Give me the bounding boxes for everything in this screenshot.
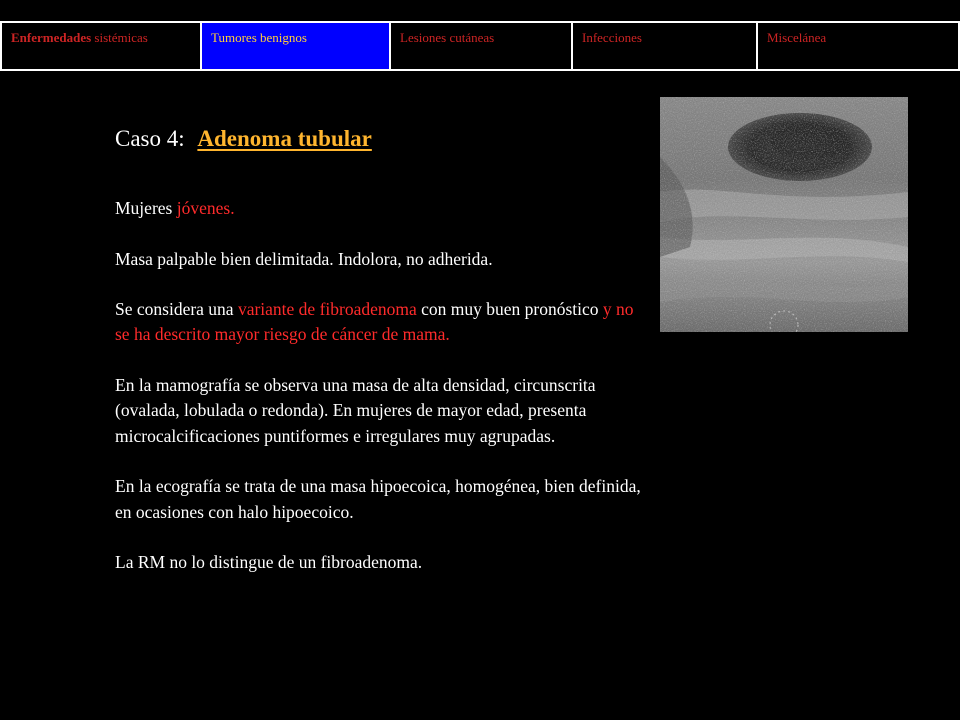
case-description: [115, 196, 645, 601]
paragraph-clinical: Masa palpable bien delimitada. Indolora, no adherida.: [115, 248, 493, 269]
tab-infecciones[interactable]: [573, 23, 756, 69]
tab-lesiones-cutaneas[interactable]: [391, 23, 571, 69]
text-run: Se considera una: [115, 299, 238, 320]
tab-label: Miscelánea: [767, 30, 827, 45]
paragraph-mri: La RM no lo distingue de un fibroadenoma.: [115, 552, 423, 573]
tab-label: Tumores benignos: [211, 30, 307, 45]
tab-label-bold: Enfermedades: [11, 30, 92, 45]
tab-label: Lesiones cutáneas: [400, 30, 495, 45]
highlight-text: jóvenes.: [176, 198, 235, 218]
highlight-text: y no se ha descrito mayor riesgo de cáncer de mama.: [115, 299, 634, 345]
paragraph-prognosis: [115, 297, 645, 348]
case-number-label: Caso 4:: [115, 126, 185, 151]
paragraph-mammography: En la mamografía se observa una masa de alta densidad, circunscrita (ovalada, lobulada o redonda). En mujeres de mayor edad, presenta microcalcificaciones puntiformes e irregulares muy agrupadas.: [115, 375, 596, 446]
text-run: con muy buen pronóstico: [416, 299, 603, 320]
paragraph-patients: [115, 196, 645, 221]
tab-label: sistémicas: [91, 30, 148, 45]
nav-bar: [0, 21, 960, 71]
case-title-link[interactable]: Adenoma tubular: [197, 126, 372, 151]
tab-miscelanea[interactable]: [758, 23, 958, 69]
ultrasound-graphic: [660, 97, 908, 332]
highlight-text: variante de fibroadenoma: [237, 299, 417, 320]
tab-enfermedades-sistemicas[interactable]: [2, 23, 200, 69]
paragraph-ultrasound: En la ecografía se trata de una masa hipoecoica, homogénea, bien definida, en ocasiones con halo hipoecoico.: [115, 476, 641, 522]
tab-label: Infecciones: [582, 30, 642, 45]
page-title: [115, 125, 372, 153]
tab-tumores-benignos[interactable]: [202, 23, 389, 69]
text-run: Mujeres: [115, 198, 177, 218]
ultrasound-image: [660, 97, 908, 332]
